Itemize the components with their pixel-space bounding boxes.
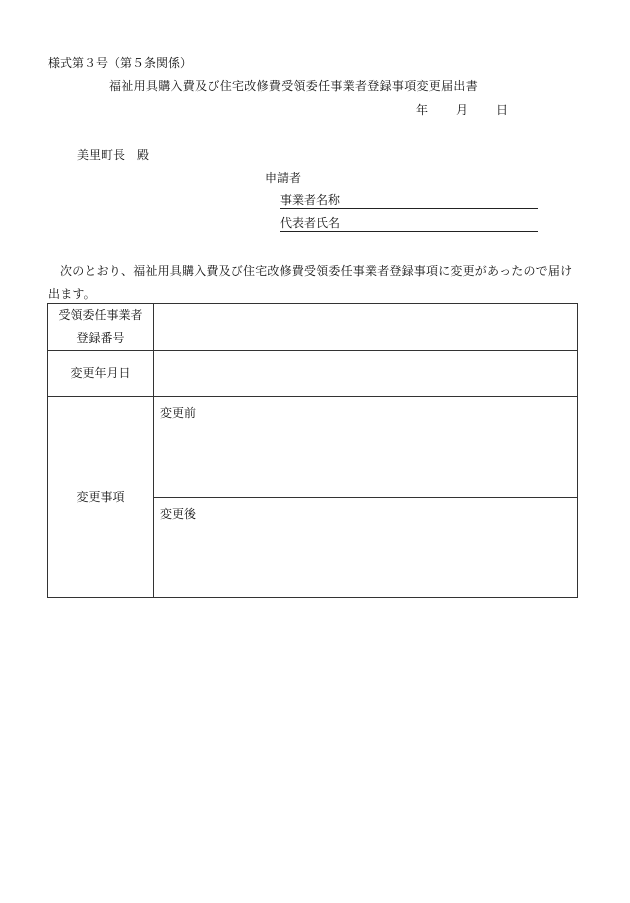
month-label: 月: [456, 103, 469, 117]
applicant-label: 申請者: [265, 171, 302, 185]
registration-label-line2: 登録番号: [76, 331, 125, 345]
registration-label-line1: 受領委任事業者: [58, 308, 143, 322]
business-name-label: 事業者名称: [280, 193, 341, 207]
after-change-label: 変更後: [160, 507, 197, 521]
date-line: [416, 104, 508, 116]
before-change-input[interactable]: [154, 397, 578, 498]
registration-number-row: [48, 304, 578, 351]
change-form-table: [47, 303, 578, 598]
change-date-row: [48, 351, 578, 397]
change-items-label: 変更事項: [48, 397, 154, 598]
business-name-field[interactable]: [280, 194, 538, 209]
registration-number-input[interactable]: [154, 304, 578, 351]
representative-name-field[interactable]: [280, 217, 538, 232]
before-change-label: 変更前: [160, 406, 197, 420]
year-label: 年: [416, 103, 429, 117]
after-change-input[interactable]: [154, 498, 578, 598]
change-date-input[interactable]: [154, 351, 578, 397]
day-label: 日: [496, 103, 509, 117]
form-number: 様式第３号（第５条関係）: [48, 56, 193, 70]
statement-text: 次のとおり、福祉用具購入費及び住宅改修費受領委任事業者登録事項に変更があったので届け出ます。: [48, 264, 573, 301]
change-date-label: 変更年月日: [48, 351, 154, 397]
document-title: 福祉用具購入費及び住宅改修費受領委任事業者登録事項変更届出書: [109, 79, 479, 93]
representative-name-label: 代表者氏名: [280, 216, 341, 230]
registration-number-label: [48, 304, 154, 351]
recipient: 美里町長 殿: [77, 148, 150, 162]
before-change-row: [48, 397, 578, 498]
